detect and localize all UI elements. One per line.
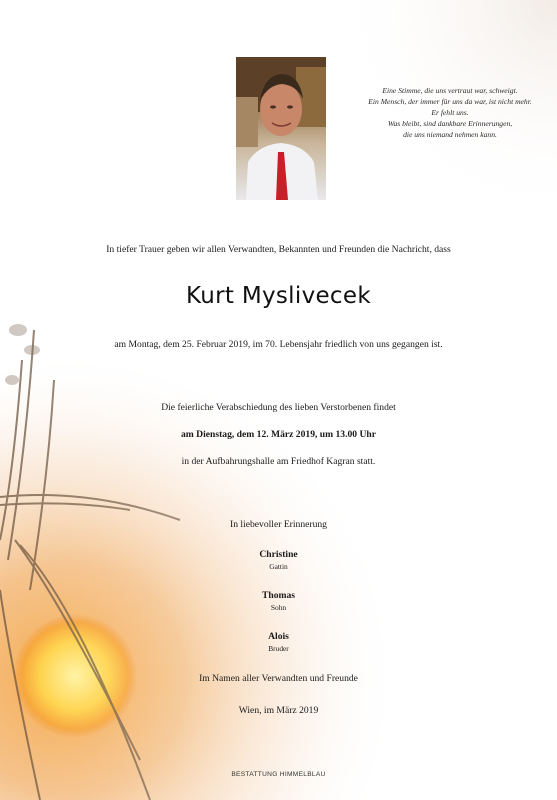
quote-line: die uns niemand nehmen kann. <box>403 130 497 139</box>
portrait-photo <box>236 57 326 200</box>
farewell-date-time: am Dienstag, dem 12. März 2019, um 13.00 Uhr <box>180 429 377 440</box>
intro-text: In tiefer Trauer geben wir allen Verwandten, Bekannten und Freunden die Nachricht, dass <box>106 244 451 255</box>
relative-name: Alois <box>268 631 289 642</box>
relative-role: Gattin <box>269 562 288 571</box>
farewell-location: in der Aufbahrungshalle am Friedhof Kagran statt. <box>181 456 376 467</box>
deceased-name: Kurt Myslivecek <box>186 283 371 309</box>
farewell-intro: Die feierliche Verabschiedung des lieben Verstorbenen findet <box>161 402 396 413</box>
quote-line: Was bleibt, sind dankbare Erinnerungen, <box>387 119 513 128</box>
relative-role: Sohn <box>270 603 287 612</box>
memorial-quote <box>345 85 555 140</box>
quote-line: Er fehlt uns. <box>431 108 469 117</box>
closing-line: Im Namen aller Verwandten und Freunde <box>199 673 358 684</box>
quote-line: Eine Stimme, die uns vertraut war, schweigt. <box>382 86 518 95</box>
relative-name: Christine <box>259 549 298 560</box>
funeral-home-name: BESTATTUNG HIMMELBLAU <box>231 771 326 778</box>
place-date: Wien, im März 2019 <box>238 705 319 716</box>
relative-role: Bruder <box>268 644 289 653</box>
quote-line: Ein Mensch, der immer für uns da war, ist nicht mehr. <box>368 97 532 106</box>
memory-heading: In liebevoller Erinnerung <box>230 519 327 530</box>
death-notice: am Montag, dem 25. Februar 2019, im 70. Lebensjahr friedlich von uns gegangen ist. <box>114 339 443 350</box>
relative-name: Thomas <box>261 590 296 601</box>
